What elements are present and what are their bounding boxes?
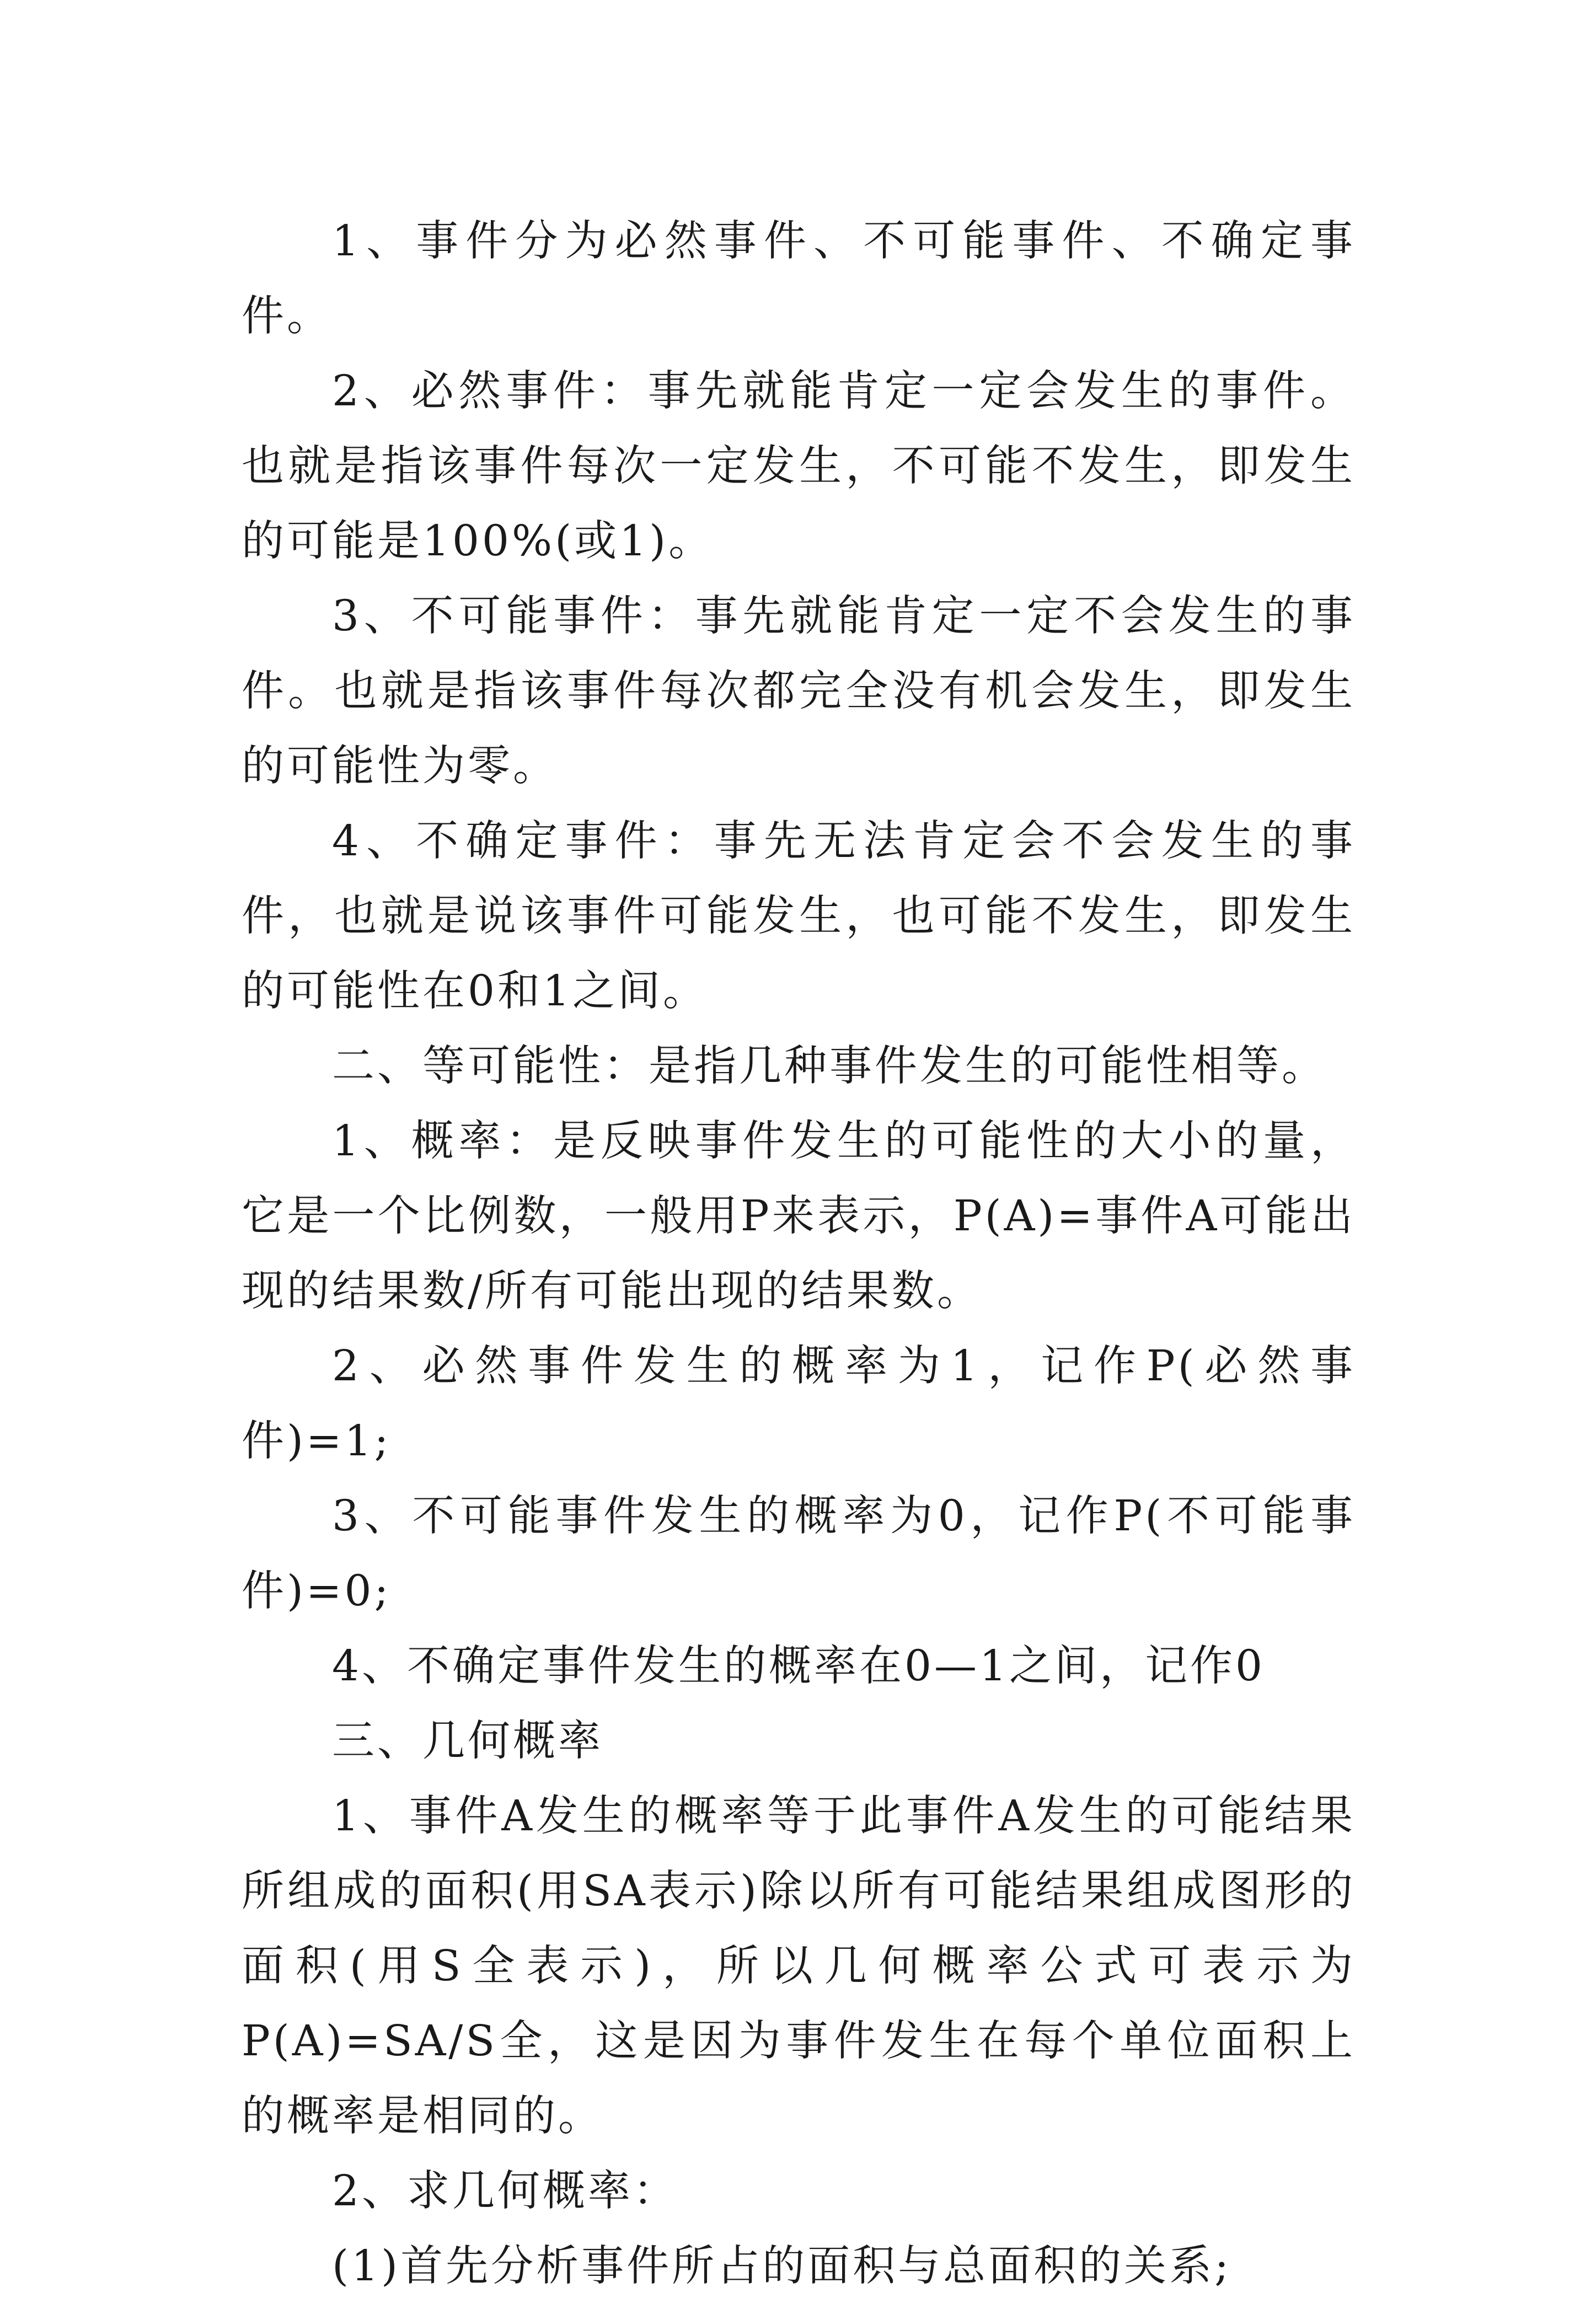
paragraph-impossible-probability: 3、不可能事件发生的概率为0，记作P(不可能事件)=0; xyxy=(242,1492,1356,1616)
document-body xyxy=(242,204,1356,2304)
paragraph-find-geometric-probability: 2、求几何概率： xyxy=(332,2167,678,2216)
paragraph-certain-probability: 2、必然事件发生的概率为1，记作P(必然事件)=1; xyxy=(242,1342,1356,1466)
paragraph-impossible-event: 3、不可能事件：事先就能肯定一定不会发生的事件。也就是指该事件每次都完全没有机会发生，即发生的可能性为零。 xyxy=(242,592,1356,791)
paragraph-event-types: 1、事件分为必然事件、不可能事件、不确定事件。 xyxy=(242,217,1356,341)
paragraph-certain-event: 2、必然事件：事先就能肯定一定会发生的事件。也就是指该事件每次一定发生，不可能不发生，即发生的可能是100%(或1)。 xyxy=(242,367,1356,566)
paragraph-probability-definition: 1、概率：是反映事件发生的可能性的大小的量，它是一个比例数，一般用P来表示，P(A)=事件A可能出现的结果数/所有可能出现的结果数。 xyxy=(242,1117,1356,1316)
paragraph-equal-likelihood: 二、等可能性：是指几种事件发生的可能性相等。 xyxy=(332,1042,1327,1091)
paragraph-uncertain-event: 4、不确定事件：事先无法肯定会不会发生的事件，也就是说该事件可能发生，也可能不发生，即发生的可能性在0和1之间。 xyxy=(242,817,1356,1016)
paragraph-uncertain-probability: 4、不确定事件发生的概率在0—1之间，记作0 xyxy=(332,1642,1265,1691)
paragraph-geometric-formula: 1、事件A发生的概率等于此事件A发生的可能结果所组成的面积(用SA表示)除以所有可能结果组成图形的面积(用S全表示)，所以几何概率公式可表示为P(A)=SA/S全，这是因为事件发生在每个单位面积上的概率是相同的。 xyxy=(242,1792,1356,2141)
section-heading-geometric-probability: 三、几何概率 xyxy=(332,1717,603,1766)
paragraph-step-one: (1)首先分析事件所占的面积与总面积的关系; xyxy=(332,2242,1232,2291)
